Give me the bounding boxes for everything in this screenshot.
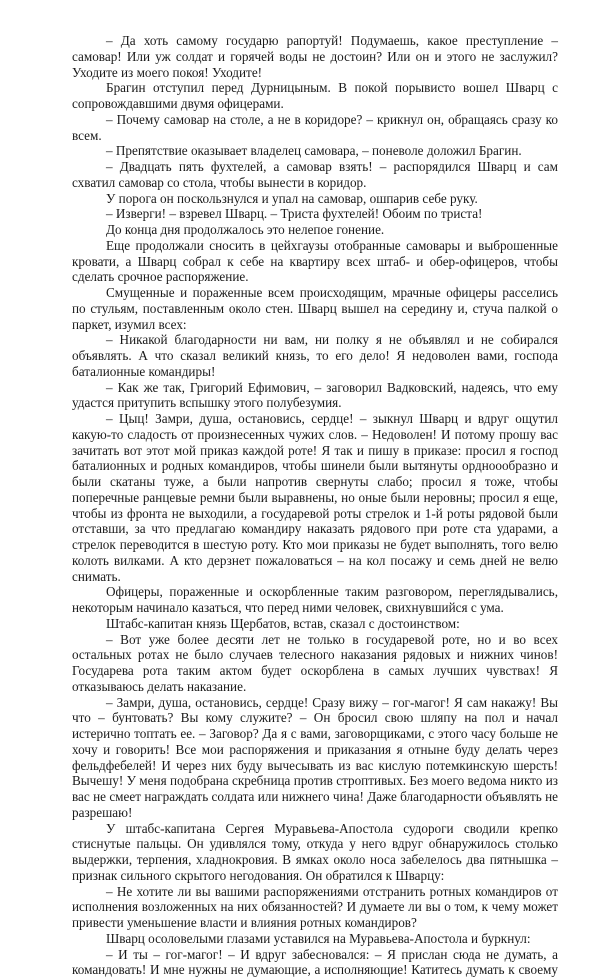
paragraph: Еще продолжали сносить в цейхгаузы отобранные самовары и выброшенные кровати, а Шварц собрал к себе на квартиру всех штаб- и обер-офицеров, чтобы сделать срочное распоряжение. — [72, 238, 558, 285]
paragraph: – Как же так, Григорий Ефимович, – заговорил Вадковский, надеясь, что ему удастся притупить вспышку этого полубезумия. — [72, 380, 558, 412]
paragraph: Шварц осоловелыми глазами уставился на Муравьева-Апостола и буркнул: — [72, 931, 558, 947]
paragraph: – Цыц! Замри, душа, остановись, сердце! – зыкнул Шварц и вдруг ощутил какую-то сладость от произнесенных чужих слов. – Недоволен! И потому прошу вас зачитать вот этот мой приказ каждой роте! Я так и пишу в приказе: просил я господ баталионных и родных командиров, чтобы шинели были вытянуты ордноообразно и были скатаны туже, а были напротив свернуты слабо; просил я тоже, чтобы поперечные ранцевые ремни были выравнены, но оные были неровны; просил я еще, чтобы из фронта не выходили, а государевой роты стрелок и 1-й роты рядовой были отставши, за что предлагаю командиру наказать рядового при роте ста ударами, а стрелок переводится в шестую роту. Кто мои приказы не будет выполнять, того велю колоть вилками. А кто дерзнет пожаловаться – на кол посажу и семь дней не велю снимать. — [72, 411, 558, 584]
paragraph: – Не хотите ли вы вашими распоряжениями отстранить ротных командиров от исполнения возложенных на них обязанностей? И думаете ли вы о том, к чему может привести уменьшение власти и влияния ротных командиров? — [72, 884, 558, 931]
paragraph: До конца дня продолжалось это нелепое гонение. — [72, 222, 558, 238]
paragraph: – Двадцать пять фухтелей, а самовар взять! – распорядился Шварц и сам схватил самовар со стола, чтобы вынести в коридор. — [72, 159, 558, 191]
paragraph: У порога он поскользнулся и упал на самовар, ошпарив себе руку. — [72, 191, 558, 207]
paragraph: У штабс-капитана Сергея Муравьева-Апостола судороги сводили крепко стиснутые пальцы. Он удивлялся тому, откуда у него вдруг обнаружилось столько выдержки, терпения, хладнокровия. В ямках около носа забелелось два пятнышка – признак сильного скрытого негодования. Он обратился к Шварцу: — [72, 821, 558, 884]
paragraph: – Почему самовар на столе, а не в коридоре? – крикнул он, обращаясь сразу ко всем. — [72, 112, 558, 144]
paragraph: – И ты – гог-магог! – И вдруг забесновался: – Я прислан сюда не думать, а командовать! И мне нужны не думающие, а исполняющие! Катитесь думать к своему — [72, 947, 558, 978]
paragraph: Брагин отступил перед Дурницыным. В покой порывисто вошел Шварц с сопровождавшими двумя офицерами. — [72, 80, 558, 112]
paragraph: – Вот уже более десяти лет не только в государевой роте, но и во всех остальных ротах не было случаев телесного наказания рядовых и нижних чинов! Государева рота таким актом будет оскорблена в самых лучших чувствах! Я отказываюсь делать наказание. — [72, 632, 558, 695]
paragraph: – Никакой благодарности ни вам, ни полку я не объявлял и не собирался объявлять. А что сказал великий князь, то его дело! Я недоволен вами, господа баталионные командиры! — [72, 332, 558, 379]
document-page — [72, 33, 558, 978]
paragraph: – Да хоть самому государю рапортуй! Подумаешь, какое преступление – самовар! Или уж солдат и горячей воды не достоин? Или он и этого не заслужил? Уходите из моего покоя! Уходите! — [72, 33, 558, 80]
paragraph: Смущенные и пораженные всем происходящим, мрачные офицеры расселись по стульям, поставленным около стен. Шварц вышел на середину и, стуча палкой о паркет, изумил всех: — [72, 285, 558, 332]
paragraph: – Замри, душа, остановись, сердце! Сразу вижу – гог-магог! Я сам накажу! Вы что – бунтовать? Вы кому служите? – Он бросил свою шляпу на пол и начал истерично топтать ее. – Заговор? Да я с вами, заговорщиками, с этого часу больше не хочу и говорить! Все мои распоряжения и приказания я отныне буду делать через фельдфебелей! И через них буду вычесывать из вас кислую потемкинскую шерсть! Вычешу! У меня подобрана скребница против строптивых. Без моего ведома никто из вас не смеет награждать солдата или нижнего чина! Даже благодарности объявлять не разрешаю! — [72, 695, 558, 821]
paragraph: Офицеры, пораженные и оскорбленные таким разговором, переглядывались, некоторым начинало казаться, что перед ними человек, свихнувшийся с ума. — [72, 584, 558, 616]
paragraph: Штабс-капитан князь Щербатов, встав, сказал с достоинством: — [72, 616, 558, 632]
paragraph: – Изверги! – взревел Шварц. – Триста фухтелей! Обоим по триста! — [72, 206, 558, 222]
paragraph: – Препятствие оказывает владелец самовара, – поневоле доложил Брагин. — [72, 143, 558, 159]
